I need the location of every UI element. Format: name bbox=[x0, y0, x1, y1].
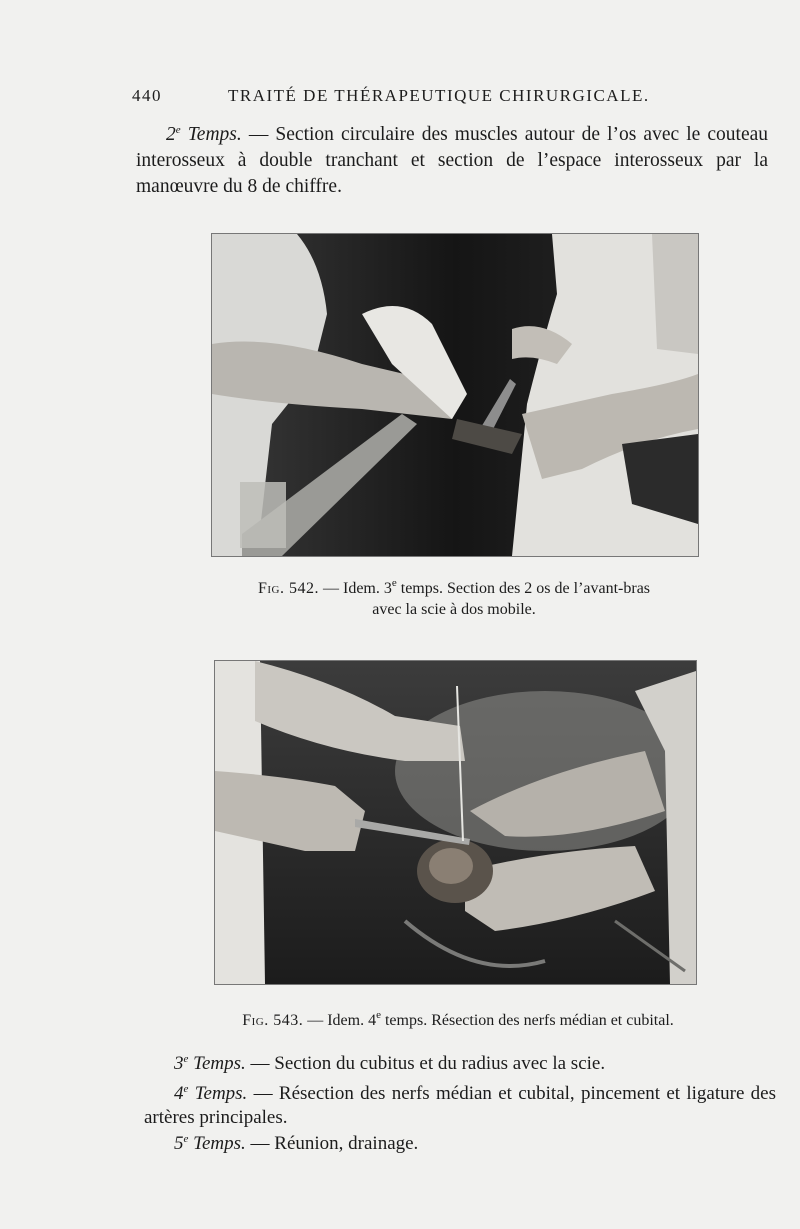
figure-543-caption-a: — Idem. 4 bbox=[307, 1012, 377, 1029]
figure-543-caption bbox=[214, 1010, 702, 1031]
figure-542-caption-a: — Idem. 3 bbox=[322, 580, 392, 597]
intro-lead-num: 2 bbox=[166, 124, 176, 145]
step-3 bbox=[144, 1052, 776, 1076]
step-4-word: Temps. bbox=[194, 1083, 248, 1104]
intro-paragraph bbox=[136, 122, 768, 200]
figure-542-caption bbox=[211, 578, 697, 620]
intro-lead bbox=[166, 124, 242, 145]
intro-text: — Section circulaire des muscles autour de l’os avec le couteau interosseux à double tranchant et section de l’espace interosseux par la manœuvre du 8 de chiffre. bbox=[136, 124, 769, 197]
figure-543-caption-b: temps. Résection des nerfs médian et cubital. bbox=[380, 1012, 674, 1029]
figure-543-photo bbox=[214, 660, 697, 985]
step-5 bbox=[144, 1132, 776, 1156]
intro-lead-word: Temps. bbox=[187, 124, 242, 145]
step-5-text: — Réunion, drainage. bbox=[250, 1133, 419, 1154]
step-5-word: Temps. bbox=[193, 1133, 246, 1154]
figure-542-photo bbox=[211, 233, 699, 557]
figure-542-caption-b: temps. Section des 2 os de l’avant-bras bbox=[396, 580, 651, 597]
figure-542-caption-line2: avec la scie à dos mobile. bbox=[372, 601, 536, 618]
figure-542-label: Fig. 542. bbox=[257, 580, 319, 597]
step-3-text: — Section du cubitus et du radius avec la scie. bbox=[250, 1053, 606, 1074]
figure-543-caption-line1 bbox=[214, 1010, 702, 1031]
step-3-word: Temps. bbox=[193, 1053, 246, 1074]
step-4-num: 4 bbox=[174, 1083, 184, 1104]
step-3-sup: e bbox=[183, 1053, 189, 1065]
figure-542-caption-line1 bbox=[211, 578, 697, 599]
running-title: TRAITÉ DE THÉRAPEUTIQUE CHIRURGICALE. bbox=[228, 86, 650, 105]
figure-543-caption-sup: e bbox=[376, 1009, 381, 1021]
figure-543-label: Fig. 543. bbox=[242, 1012, 304, 1029]
step-4-sup: e bbox=[183, 1083, 189, 1095]
step-4-text: — Résection des nerfs médian et cubital, pincement et ligature des artères principales. bbox=[144, 1083, 777, 1128]
page-number: 440 bbox=[132, 86, 162, 105]
step-3-num: 3 bbox=[174, 1053, 184, 1074]
intro-lead-sup: e bbox=[175, 124, 181, 136]
figure-542-caption-sup: e bbox=[391, 577, 397, 589]
step-5-num: 5 bbox=[174, 1133, 184, 1154]
step-4 bbox=[144, 1082, 776, 1130]
step-5-sup: e bbox=[183, 1133, 189, 1145]
